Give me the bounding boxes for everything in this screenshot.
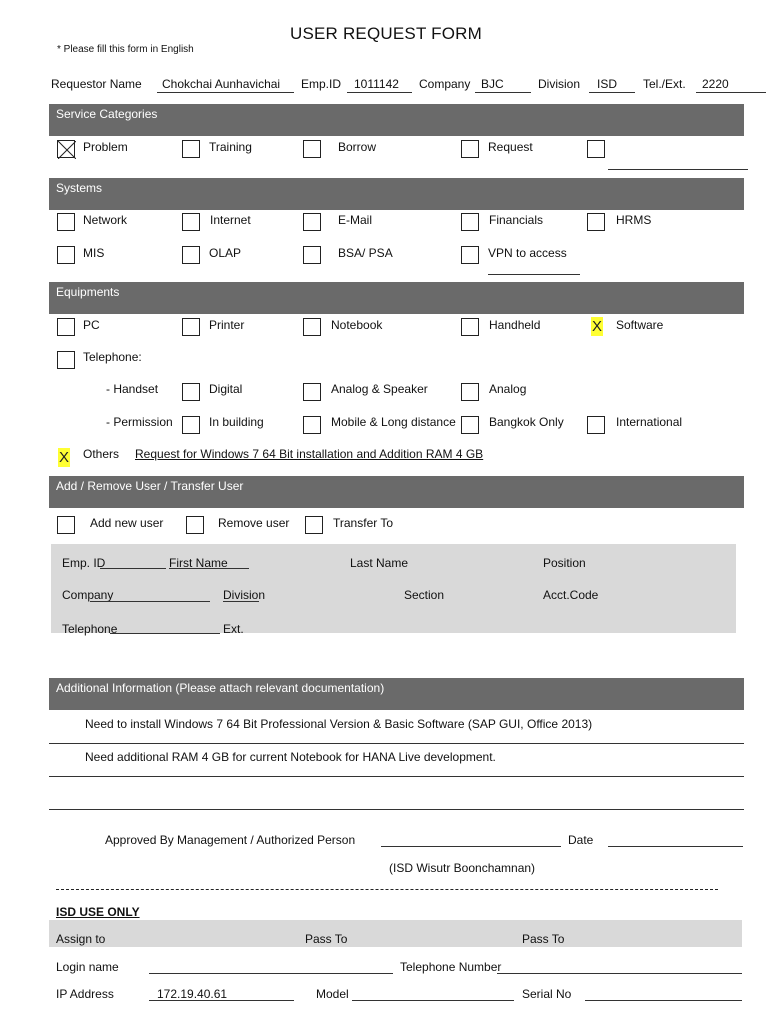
olap-checkbox[interactable] [182,246,200,264]
problem-label: Problem [83,140,128,154]
serial-no-label: Serial No [522,987,572,1001]
tel-label: Tel./Ext. [643,77,686,91]
approved-by-label: Approved By Management / Authorized Person [105,833,356,847]
request-checkbox[interactable] [461,140,479,158]
mis-checkbox[interactable] [57,246,75,264]
emp-id-label: Emp. ID [62,556,106,570]
equipments-heading: Equipments [56,285,120,299]
division-field[interactable]: ISD [597,77,618,91]
model-label: Model [316,987,349,1001]
equipments-header [49,282,744,314]
assign-to-label: Assign to [56,932,106,946]
telephone-label: Telephone: [83,350,142,364]
bsa-psa-checkbox[interactable] [303,246,321,264]
transfer-to-label: Transfer To [333,516,394,530]
add-new-user-label: Add new user [90,516,164,530]
systems-heading: Systems [56,181,103,195]
bsa-psa-label: BSA/ PSA [338,246,393,260]
software-checked-mark[interactable]: X [591,318,602,335]
printer-label: Printer [209,318,245,332]
first-name-underline[interactable] [169,568,249,569]
analog-checkbox[interactable] [461,383,479,401]
others-label: Others [83,447,120,461]
mobile-long-checkbox[interactable] [303,416,321,434]
notebook-checkbox[interactable] [303,318,321,336]
add-new-user-checkbox[interactable] [57,516,75,534]
user-management-heading: Add / Remove User / Transfer User [56,479,244,493]
additional-info-rule-1 [49,743,744,744]
financials-label: Financials [489,213,544,227]
serial-no-underline[interactable] [585,1000,742,1001]
printer-checkbox[interactable] [182,318,200,336]
additional-info-line-2[interactable]: Need additional RAM 4 GB for current Notebook for HANA Live development. [85,750,496,764]
company-field[interactable]: BJC [481,77,504,91]
digital-checkbox[interactable] [182,383,200,401]
form-title: USER REQUEST FORM [290,24,482,43]
notebook-label: Notebook [331,318,383,332]
isd-use-only-heading: ISD USE ONLY [56,905,140,919]
analog-speaker-label: Analog & Speaker [331,382,428,396]
transfer-to-checkbox[interactable] [305,516,323,534]
in-building-checkbox[interactable] [182,416,200,434]
user-management-header [49,476,744,508]
borrow-checkbox[interactable] [303,140,321,158]
mis-label: MIS [83,246,105,260]
handheld-label: Handheld [489,318,541,332]
software-label: Software [616,318,664,332]
division-user-underline[interactable] [223,601,259,602]
login-name-label: Login name [56,960,119,974]
service-categories-header [49,104,744,136]
email-checkbox[interactable] [303,213,321,231]
requestor-name-underline [157,92,294,93]
division-label: Division [538,77,581,91]
internet-checkbox[interactable] [182,213,200,231]
pass-to-label-1: Pass To [305,932,348,946]
ext-label: Ext. [223,622,244,636]
additional-info-header [49,678,744,710]
in-building-label: In building [209,415,264,429]
telephone-number-label: Telephone Number [400,960,502,974]
form-note: * Please fill this form in English [57,44,194,55]
additional-info-rule-3 [49,809,744,810]
approver-name: (ISD Wisutr Boonchamnan) [389,861,536,875]
others-checked-mark[interactable]: X [58,449,69,466]
network-checkbox[interactable] [57,213,75,231]
division-user-label: Division [223,588,266,602]
telephone-checkbox[interactable] [57,351,75,369]
isd-assign-row [49,920,742,947]
request-label: Request [488,140,533,154]
mobile-long-label: Mobile & Long distance [331,415,456,429]
checked-x-icon [58,141,76,159]
analog-label: Analog [489,382,527,396]
other-category-underline[interactable] [608,169,748,170]
hrms-checkbox[interactable] [587,213,605,231]
company-user-underline[interactable] [90,601,210,602]
other-category-checkbox[interactable] [587,140,605,158]
ip-address-field[interactable]: 172.19.40.61 [157,987,228,1001]
telephone-user-label: Telephone [62,622,118,636]
cut-separator [56,889,718,890]
date-label: Date [568,833,594,847]
tel-underline [696,92,766,93]
telephone-number-underline[interactable] [497,973,742,974]
training-checkbox[interactable] [182,140,200,158]
approver-signature-line[interactable] [381,846,561,847]
hrms-label: HRMS [616,213,652,227]
model-underline[interactable] [352,1000,514,1001]
vpn-label: VPN to access [488,246,567,260]
date-underline[interactable] [608,846,743,847]
pc-label: PC [83,318,100,332]
pc-checkbox[interactable] [57,318,75,336]
tel-field[interactable]: 2220 [702,77,729,91]
position-label: Position [543,556,586,570]
borrow-label: Borrow [338,140,377,154]
login-name-underline[interactable] [149,973,393,974]
ip-address-underline [149,1000,294,1001]
vpn-underline[interactable] [488,274,580,275]
division-underline [589,92,635,93]
international-label: International [616,415,683,429]
internet-label: Internet [210,213,251,227]
requestor-name-label: Requestor Name [51,77,142,91]
handset-label: - Handset [106,382,159,396]
acct-code-label: Acct.Code [543,588,599,602]
telephone-user-underline[interactable] [110,633,220,634]
permission-label: - Permission [106,415,173,429]
additional-info-rule-2 [49,776,744,777]
ip-address-label: IP Address [56,987,114,1001]
additional-info-heading: Additional Information (Please attach relevant documentation) [56,681,385,695]
training-label: Training [209,140,252,154]
bangkok-only-checkbox[interactable] [461,416,479,434]
service-categories-heading: Service Categories [56,107,158,121]
remove-user-checkbox[interactable] [186,516,204,534]
additional-info-line-1[interactable]: Need to install Windows 7 64 Bit Professional Version & Basic Software (SAP GUI, Office 2013) [85,717,593,731]
vpn-checkbox[interactable] [461,246,479,264]
first-name-label: First Name [169,556,228,570]
problem-checkbox[interactable] [57,140,75,158]
requestor-name-field[interactable]: Chokchai Aunhavichai [162,77,281,91]
section-label: Section [404,588,445,602]
bangkok-only-label: Bangkok Only [489,415,564,429]
company-label: Company [419,77,471,91]
international-checkbox[interactable] [587,416,605,434]
pass-to-label-2: Pass To [522,932,565,946]
empid-label: Emp.ID [301,77,342,91]
others-value-field[interactable]: Request for Windows 7 64 Bit installation and Addition RAM 4 GB [135,447,484,461]
analog-speaker-checkbox[interactable] [303,383,321,401]
last-name-label: Last Name [350,556,409,570]
emp-id-underline[interactable] [100,568,166,569]
empid-field[interactable]: 1011142 [354,77,399,91]
email-label: E-Mail [338,213,373,227]
network-label: Network [83,213,128,227]
financials-checkbox[interactable] [461,213,479,231]
olap-label: OLAP [209,246,242,260]
company-user-label: Company [62,588,114,602]
systems-header [49,178,744,210]
remove-user-label: Remove user [218,516,290,530]
digital-label: Digital [209,382,243,396]
empid-underline [347,92,412,93]
handheld-checkbox[interactable] [461,318,479,336]
company-underline [475,92,531,93]
